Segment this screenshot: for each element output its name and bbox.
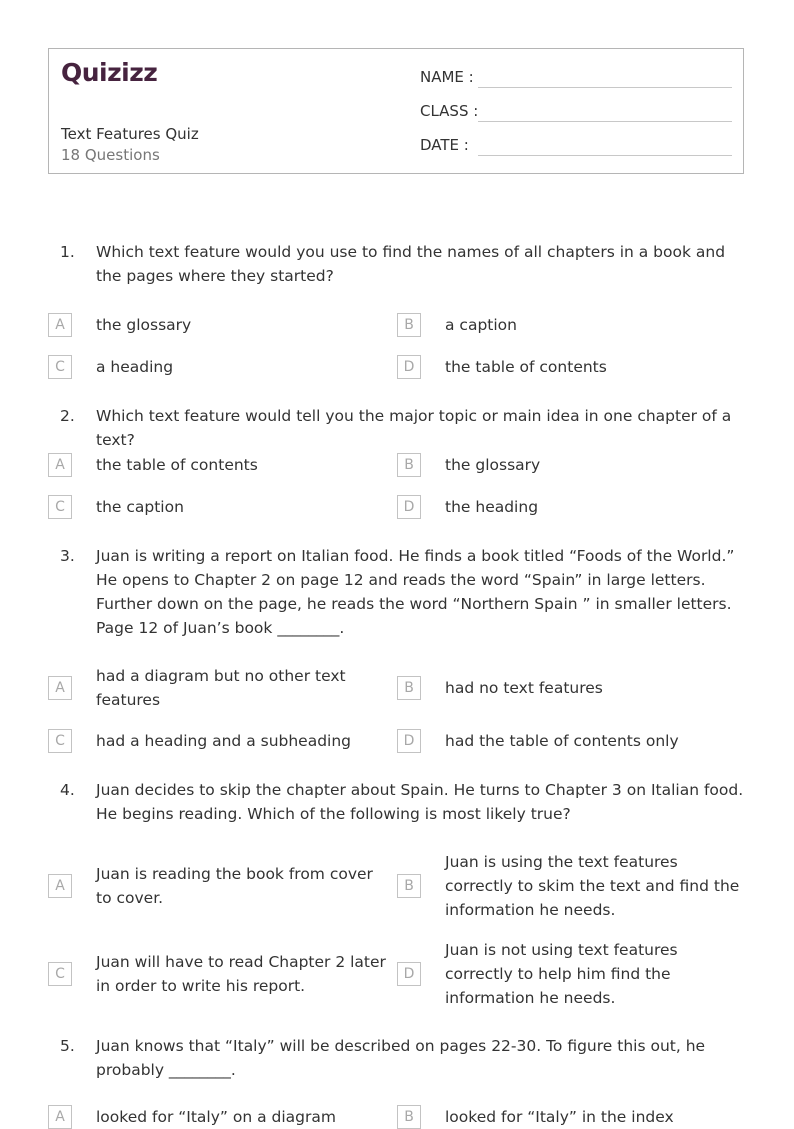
name-field[interactable] (420, 68, 474, 90)
option-letter-box: B (397, 313, 421, 337)
option-text: Juan will have to read Chapter 2 later in order to write his report. (96, 953, 386, 995)
question-number: 2. (60, 407, 75, 425)
option-letter-box: B (397, 453, 421, 477)
worksheet-header (48, 48, 744, 174)
question-text: Juan decides to skip the chapter about Spain. He turns to Chapter 3 on Italian food. He begins reading. Which of the following is most likely true? (96, 781, 744, 823)
option-text: the caption (96, 498, 184, 516)
option-text: Juan is using the text features correctly to skim the text and find the information he needs. (445, 853, 740, 919)
date-field[interactable] (420, 136, 469, 158)
name-line (478, 87, 732, 88)
name-label: NAME : (420, 68, 474, 86)
class-field[interactable] (420, 102, 478, 124)
option-text: the glossary (445, 456, 541, 474)
option-text: looked for “Italy” on a diagram (96, 1108, 336, 1126)
option-letter-box: C (48, 962, 72, 986)
option-text: had a heading and a subheading (96, 732, 352, 750)
quizizz-logo: Quizizz (61, 58, 158, 87)
option-text: the glossary (96, 316, 192, 334)
question-number: 1. (60, 243, 75, 261)
question-number: 5. (60, 1037, 75, 1055)
option-letter-box: D (397, 962, 421, 986)
option-letter-box: C (48, 495, 72, 519)
option-text: had the table of contents only (445, 732, 679, 750)
option-letter-box: D (397, 729, 421, 753)
class-line (478, 121, 732, 122)
question-text: Which text feature would tell you the major topic or main idea in one chapter of a text? (96, 407, 732, 449)
option-letter-box: A (48, 453, 72, 477)
class-label: CLASS : (420, 102, 479, 120)
question-number: 3. (60, 547, 75, 565)
quiz-title: Text Features Quiz (61, 125, 199, 143)
option-text: had a diagram but no other text features (96, 667, 346, 709)
option-letter-box: C (48, 729, 72, 753)
option-text: looked for “Italy” in the index (445, 1108, 674, 1126)
option-text: had no text features (445, 679, 603, 697)
option-letter-box: D (397, 355, 421, 379)
option-letter-box: A (48, 1105, 72, 1129)
option-text: a heading (96, 358, 174, 376)
option-text: the heading (445, 498, 539, 516)
option-letter-box: D (397, 495, 421, 519)
option-letter-box: A (48, 874, 72, 898)
option-letter-box: B (397, 676, 421, 700)
option-letter-box: A (48, 313, 72, 337)
option-letter-box: B (397, 874, 421, 898)
date-label: DATE : (420, 136, 469, 154)
question-text: Which text feature would you use to find the names of all chapters in a book and the pages where they started? (96, 243, 726, 285)
option-letter-box: A (48, 676, 72, 700)
question-count: 18 Questions (61, 146, 160, 164)
date-line (478, 155, 732, 156)
option-letter-box: B (397, 1105, 421, 1129)
option-text: the table of contents (96, 456, 258, 474)
option-text: the table of contents (445, 358, 607, 376)
question-text: Juan is writing a report on Italian food. He finds a book titled “Foods of the World.” He opens to Chapter 2 on page 12 and reads the word “Spain” in large letters. Further down on the page, he reads the word “Northern Spain ” in smaller letters. Page 12 of Juan’s book ________. (96, 547, 735, 637)
option-text: Juan is not using text features correctly to help him find the information he needs. (445, 941, 678, 1007)
question-number: 4. (60, 781, 75, 799)
option-text: Juan is reading the book from cover to cover. (96, 865, 373, 907)
question-text: Juan knows that “Italy” will be described on pages 22-30. To figure this out, he probably ________. (96, 1037, 706, 1079)
option-letter-box: C (48, 355, 72, 379)
option-text: a caption (445, 316, 517, 334)
